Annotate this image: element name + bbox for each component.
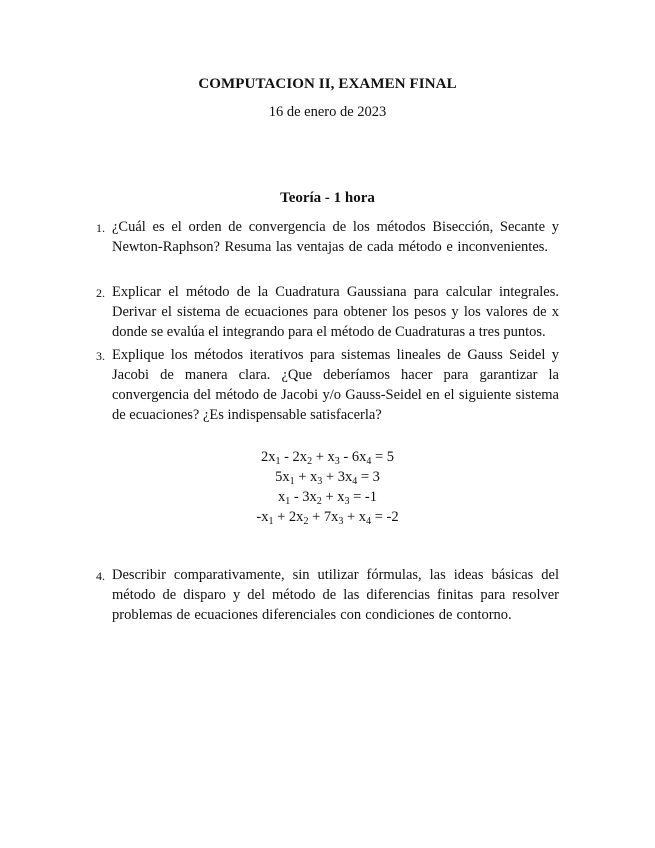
question-text: Describir comparativamente, sin utilizar fórmulas, las ideas básicas del método de disparo y del método de las diferencias finitas para resolver problemas de ecuaciones diferenciales con condiciones de contorno. bbox=[112, 567, 559, 623]
section-title: Teoría - 1 hora bbox=[280, 190, 375, 206]
question-text: ¿Cuál es el orden de convergencia de los métodos Bisección, Secante y Newton-Raphson? Resuma las ventajas de cada método e inconvenientes. bbox=[112, 219, 559, 255]
exam-date: 16 de enero de 2023 bbox=[268, 104, 387, 120]
question-number: 3. bbox=[96, 349, 105, 363]
equation-4: $-x_1 + 2x_2 + 7x_3 + x_4 = -2$ bbox=[256, 509, 399, 527]
question-text: Explique los métodos iterativos para sistemas lineales de Gauss Seidel y Jacobi de manera clara. ¿Que deberíamos hacer para garantizar la convergencia del método de Jacobi y/o Gauss-Seidel en el siguiente sistema de ecuaciones? ¿Es indispensable satisfacerla? bbox=[112, 347, 559, 423]
exam-title: COMPUTACION II, EXAMEN FINAL bbox=[198, 76, 457, 92]
question-number: 4. bbox=[96, 569, 105, 583]
question-1 bbox=[96, 217, 559, 257]
question-text: Explicar el método de la Cuadratura Gaussiana para calcular integrales. Derivar el sistema de ecuaciones para obtener los pesos y los valores de x donde se evalúa el integrando para el método de Cuadraturas a tres puntos. bbox=[112, 284, 559, 340]
question-number: 2. bbox=[96, 286, 105, 300]
equation-1: $2x_1 - 2x_2 + x_3 - 6x_4 = 5$ bbox=[260, 449, 395, 467]
equation-3: $x_1 - 3x_2 + x_3 = -1$ bbox=[277, 489, 378, 507]
equation-2: $5x_1 + x_3 + 3x_4 = 3$ bbox=[275, 469, 380, 487]
equation-system bbox=[0, 447, 655, 527]
question-3 bbox=[96, 345, 559, 425]
question-number: 1. bbox=[96, 221, 105, 235]
question-2 bbox=[96, 282, 559, 342]
question-4 bbox=[96, 565, 559, 625]
